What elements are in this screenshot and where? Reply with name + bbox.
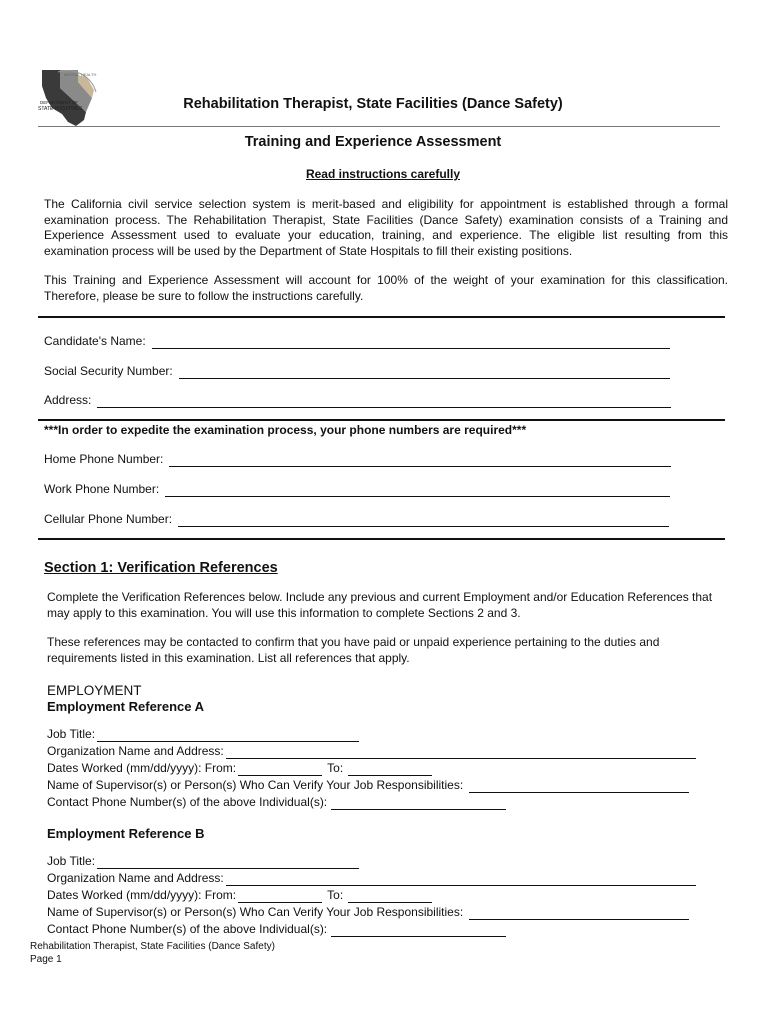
candidate-name-label: Candidate's Name: [44,334,146,348]
ref-b-org-field[interactable] [47,871,696,886]
ref-a-supervisor-field[interactable] [47,778,689,793]
phone-required-note: ***In order to expedite the examination process, your phone numbers are required*** [44,423,527,437]
cell-phone-input[interactable] [178,514,669,527]
ref-b-supervisor-input[interactable] [469,907,689,920]
ref-b-to-input[interactable] [348,890,432,903]
employment-label: EMPLOYMENT [47,683,142,698]
ref-a-job-title-input[interactable] [97,729,359,742]
ref-a-to-input[interactable] [348,763,432,776]
job-title-label: Job Title: [47,854,96,868]
ref-b-job-title-field[interactable] [47,854,359,869]
intro-paragraph-2: This Training and Experience Assessment will account for 100% of the weight of your examination for this classification. Therefore, please be sure to follow the instructions carefully. [44,273,728,303]
employment-reference-a-title: Employment Reference A [47,699,205,714]
ref-b-dates-field[interactable] [47,888,432,903]
ref-a-dates-field[interactable] [47,761,432,776]
document-title: Rehabilitation Therapist, State Facilities (Dance Safety) [183,96,563,112]
ref-b-from-input[interactable] [238,890,322,903]
candidate-name-input[interactable] [152,336,670,349]
home-phone-field[interactable] [44,452,671,467]
dates-to-label: To: [327,888,344,902]
ref-a-contact-input[interactable] [331,797,506,810]
address-input[interactable] [97,395,671,408]
dates-from-label: Dates Worked (mm/dd/yyyy): From: [47,888,237,902]
title-divider [38,126,720,127]
work-phone-input[interactable] [165,484,670,497]
work-phone-field[interactable] [44,482,670,497]
ref-a-org-input[interactable] [226,746,696,759]
org-label: Organization Name and Address: [47,871,224,885]
ssn-field[interactable] [44,364,670,379]
ref-a-org-field[interactable] [47,744,696,759]
intro-paragraph-1: The California civil service selection system is merit-based and eligibility for appointment is established through a formal examination process. The Rehabilitation Therapist, State Facilities (Dance Safety) examination consists of a Training and Experience Assessment used to evaluate your education, training, and experience. The eligible list resulting from this examination process will be used by the Department of State Hospitals to fill their existing positions. [44,197,728,258]
dates-to-label: To: [327,761,344,775]
ref-a-contact-field[interactable] [47,795,506,810]
ref-b-job-title-input[interactable] [97,856,359,869]
ref-a-supervisor-input[interactable] [469,780,689,793]
home-phone-label: Home Phone Number: [44,452,164,466]
ref-b-org-input[interactable] [226,873,696,886]
document-subtitle: Training and Experience Assessment [244,134,502,150]
section-divider-phone [38,419,725,421]
org-label: Organization Name and Address: [47,744,224,758]
employment-reference-b-title: Employment Reference B [47,826,205,841]
ref-b-contact-field[interactable] [47,922,506,937]
address-label: Address: [44,393,92,407]
ref-b-contact-input[interactable] [331,924,506,937]
contact-label: Contact Phone Number(s) of the above Individual(s): [47,795,328,809]
candidate-name-field[interactable] [44,334,670,349]
ssn-input[interactable] [179,366,670,379]
job-title-label: Job Title: [47,727,96,741]
work-phone-label: Work Phone Number: [44,482,160,496]
svg-text:MENTAL HEALTH: MENTAL HEALTH [64,72,97,77]
svg-text:STATE HOSPITALS: STATE HOSPITALS [38,106,83,112]
section-divider-top [38,316,725,318]
supervisor-label: Name of Supervisor(s) or Person(s) Who Can Verify Your Job Responsibilities: [47,905,464,919]
cell-phone-field[interactable] [44,512,669,527]
section-1-paragraph-2: These references may be contacted to confirm that you have paid or unpaid experience pertaining to the duties and requirements listed in this examination. List all references that apply. [47,635,660,665]
section-1-title: Section 1: Verification References [44,560,278,576]
ssn-label: Social Security Number: [44,364,173,378]
svg-text:DEPARTMENT OF: DEPARTMENT OF [40,100,79,105]
cell-phone-label: Cellular Phone Number: [44,512,173,526]
supervisor-label: Name of Supervisor(s) or Person(s) Who Can Verify Your Job Responsibilities: [47,778,464,792]
ref-b-supervisor-field[interactable] [47,905,689,920]
ref-a-job-title-field[interactable] [47,727,359,742]
home-phone-input[interactable] [169,454,671,467]
footer-page-number: Page 1 [30,954,62,965]
contact-label: Contact Phone Number(s) of the above Individual(s): [47,922,328,936]
footer-title: Rehabilitation Therapist, State Facilities (Dance Safety) [30,941,275,952]
section-divider-bottom [38,538,725,540]
ref-a-from-input[interactable] [238,763,322,776]
address-field[interactable] [44,393,671,408]
section-1-paragraph-1: Complete the Verification References below. Include any previous and current Employment and/or Education References that may apply to this examination. You will use this information to complete Sections 2 and 3. [47,590,713,620]
dates-from-label: Dates Worked (mm/dd/yyyy): From: [47,761,237,775]
read-instructions-heading: Read instructions carefully [305,167,461,181]
